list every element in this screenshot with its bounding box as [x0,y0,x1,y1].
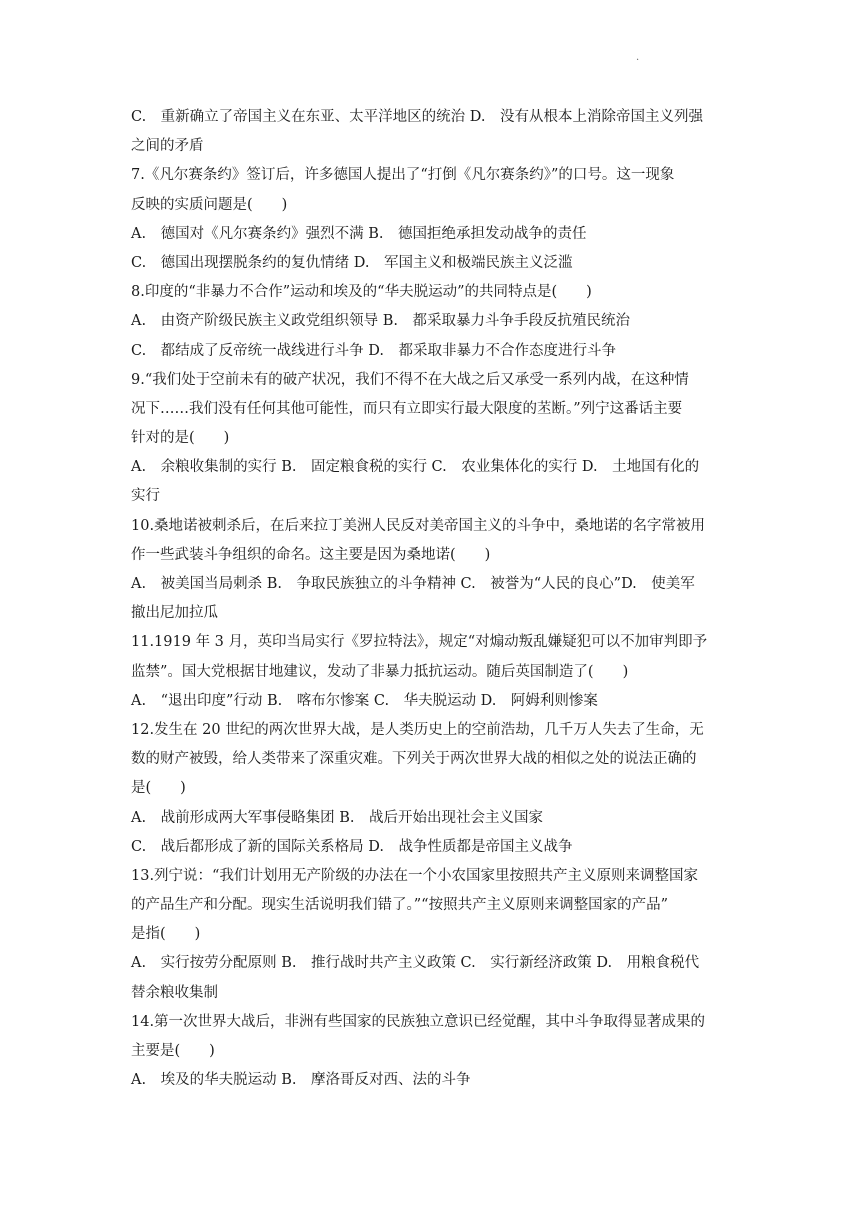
text-line: 之间的矛盾 [131,138,204,155]
text-line: 数的财产被毁，给人类带来了深重灾难。下列关于两次世界大战的相似之处的说法正确的 [131,751,697,768]
text-line: 11.1919 年 3 月，英印当局实行《罗拉特法》，规定“对煽动叛乱嫌疑犯可以不加审判即予 [131,634,708,651]
text-line: 针对的是( ) [131,430,230,447]
text-line: 监禁”。国大党根据甘地建议，发动了非暴力抵抗运动。随后英国制造了( ) [131,663,629,680]
text-line: 7.《凡尔赛条约》签订后，许多德国人提出了“打倒《凡尔赛条约》”的口号。这一现象 [131,167,675,184]
text-line: 是( ) [131,780,186,797]
text-line: C. 战后都形成了新的国际关系格局 D. 战争性质都是帝国主义战争 [131,838,573,855]
text-line: A. 余粮收集制的实行 B. 固定粮食税的实行 C. 农业集体化的实行 D. 土地国有化的 [131,459,700,476]
text-line: 的产品生产和分配。现实生活说明我们错了。”“按照共产主义原则来调整国家的产品” [131,897,668,914]
text-line: A. 战前形成两大军事侵略集团 B. 战后开始出现社会主义国家 [131,809,543,826]
text-line: C. 都结成了反帝统一战线进行斗争 D. 都采取非暴力不合作态度进行斗争 [131,342,617,359]
text-line: C. 重新确立了帝国主义在东亚、太平洋地区的统治 D. 没有从根本上消除帝国主义列强 [131,109,704,125]
text-line: A. 实行按劳分配原则 B. 推行战时共产主义政策 C. 实行新经济政策 D. 用粮食税代 [131,955,700,972]
text-line: 是指( ) [131,926,201,943]
text-line: A. 德国对《凡尔赛条约》强烈不满 B. 德国拒绝承担发动战争的责任 [131,225,587,242]
text-line: 反映的实质问题是( ) [131,196,288,213]
text-line: A. “退出印度”行动 B. 喀布尔惨案 C. 华夫脱运动 D. 阿姆利则惨案 [131,692,598,709]
text-line: 8.印度的“非暴力不合作”运动和埃及的“华夫脱运动”的共同特点是( ) [131,284,592,301]
text-line: 9.“我们处于空前未有的破产状况，我们不得不在大战之后又承受一系列内战，在这种情 [131,371,689,388]
text-line: 13.列宁说：“我们计划用无产阶级的办法在一个小农国家里按照共产主义原则来调整国家 [131,867,698,884]
text-line: 14.第一次世界大战后，非洲有些国家的民族独立意识已经觉醒，其中斗争取得显著成果的 [131,1013,706,1030]
header-mark: . [636,52,640,63]
text-line: 实行 [131,488,160,505]
text-line: 替余粮收集制 [131,984,218,1001]
text-line: A. 埃及的华夫脱运动 B. 摩洛哥反对西、法的斗争 [131,1072,471,1089]
text-line: 12.发生在 20 世纪的两次世界大战，是人类历史上的空前浩劫，几千万人失去了生命，无 [131,721,704,738]
question-text-block [131,103,731,1095]
text-line: 况下……我们没有任何其他可能性，而只有立即实行最大限度的苤断。”列宁这番话主要 [131,400,683,417]
text-line: A. 由资产阶级民族主义政党组织领导 B. 都采取暴力斗争手段反抗殖民统治 [131,313,630,330]
text-line: 主要是( ) [131,1043,215,1059]
text-line: A. 被美国当局刺杀 B. 争取民族独立的斗争精神 C. 被誉为“人民的良心”D. 使美军 [131,576,695,592]
text-line: C. 德国出现摆脱条约的复仇情绪 D. 军国主义和极端民族主义泛滥 [131,254,573,271]
text-line: 作一些武装斗争组织的命名。这主要是因为桑地诺( ) [131,546,491,563]
text-line: 10.桑地诺被刺杀后，在后来拉丁美洲人民反对美帝国主义的斗争中，桑地诺的名字常被用 [131,517,706,534]
text-line: 撤出尼加拉瓜 [131,605,218,622]
